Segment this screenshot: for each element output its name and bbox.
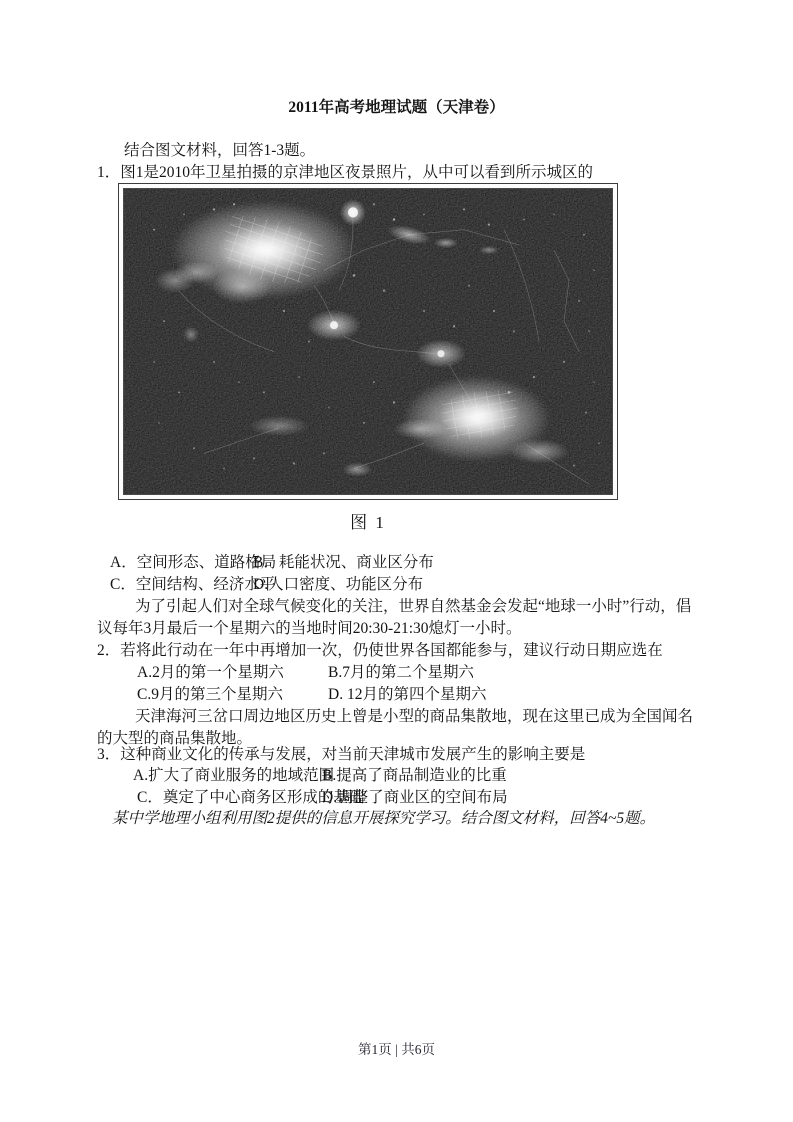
q2-option-a: A.2月的第一个星期六 [137, 664, 284, 681]
question-1-stem: 1．图1是2010年卫星拍摄的京津地区夜景照片，从中可以看到所示城区的 [97, 164, 594, 181]
intro-line: 结合图文材料，回答1-3题。 [124, 142, 316, 159]
figure-1-caption: 图 1 [350, 513, 386, 532]
satellite-night-photo [124, 189, 612, 494]
q2-option-d: D. 12月的第四个星期六 [328, 686, 487, 703]
q3-option-b: B.提高了商品制造业的比重 [322, 767, 507, 784]
haihe-line1: 天津海河三岔口周边地区历史上曾是小型的商品集散地，现在这里已成为全国闻名 [135, 708, 694, 725]
satellite-night-photo-frame [123, 188, 613, 495]
earth-hour-line2: 议每年3月最后一个星期六的当地时间20:30-21:30熄灯一小时。 [97, 620, 522, 637]
q3-option-a: A.扩大了商业服务的地域范围 [133, 767, 335, 784]
q3-option-d: D.调整了商业区的空间布局 [322, 789, 508, 806]
q1-option-c: C．空间结构、经济水平 [110, 576, 276, 593]
haihe-line2: 的大型的商品集散地。 [97, 730, 253, 747]
earth-hour-line1: 为了引起人们对全球气候变化的关注，世界自然基金会发起“地球一小时”行动，倡 [135, 598, 692, 615]
closing-line: 某中学地理小组利用图2提供的信息开展探究学习。结合图文材料，回答4~5题。 [112, 810, 656, 827]
q2-option-c: C.9月的第三个星期六 [137, 686, 283, 703]
q3-option-c: C．奠定了中心商务区形成的基础 [137, 789, 365, 806]
figure-1 [118, 183, 618, 500]
q2-option-b: B.7月的第二个星期六 [328, 664, 474, 681]
q1-option-a: A．空间形态、道路格局 [110, 554, 277, 571]
page-title: 2011年高考地理试题（天津卷） [288, 99, 505, 116]
question-3-stem: 3．这种商业文化的传承与发展，对当前天津城市发展产生的影响主要是 [97, 746, 586, 763]
q1-option-b: B．耗能状况、商业区分布 [253, 554, 434, 571]
page-footer: 第1页 | 共6页 [358, 1042, 435, 1057]
q1-option-d: D.人口密度、功能区分布 [253, 576, 424, 593]
question-2-stem: 2．若将此行动在一年中再增加一次，仍使世界各国都能参与，建议行动日期应选在 [97, 642, 663, 659]
